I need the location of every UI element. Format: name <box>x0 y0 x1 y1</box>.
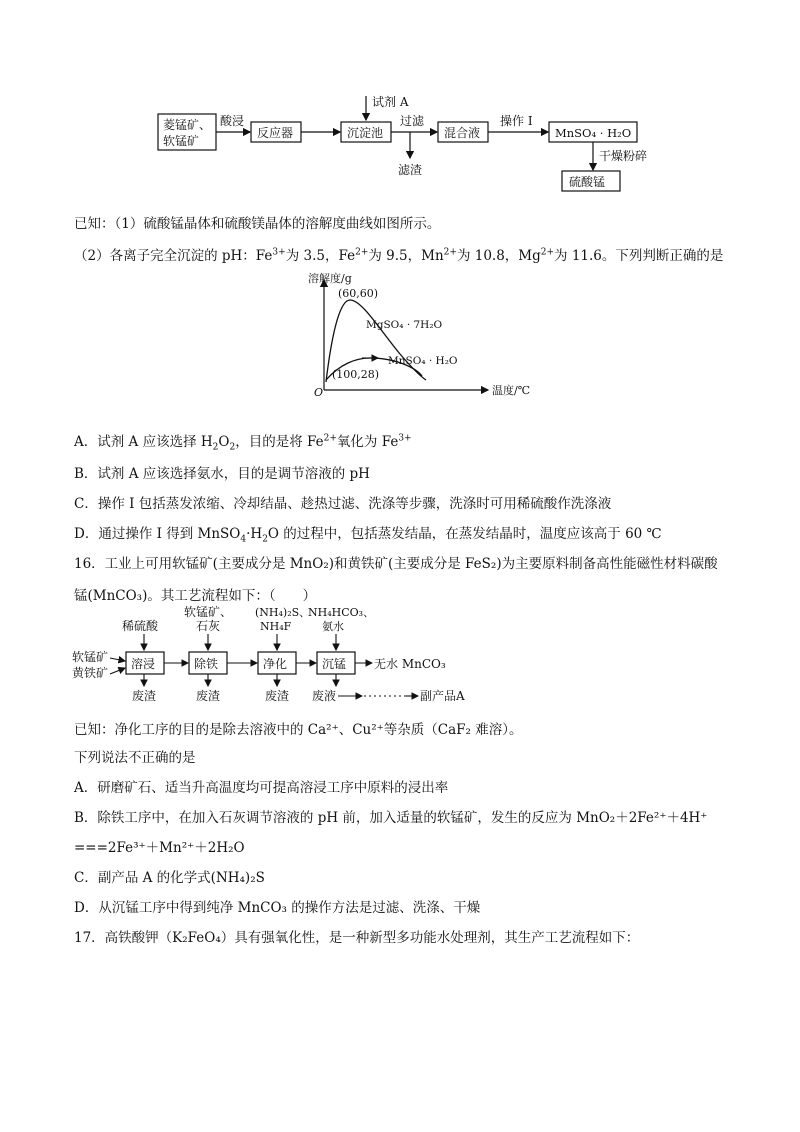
q16-option-a: A．研磨矿石、适当升高温度均可提高溶浸工序中原料的浸出率 <box>74 780 449 796</box>
process-flow-diagram-2 <box>72 604 512 704</box>
product-label: MnSO₄ · H₂O <box>555 126 632 140</box>
known-statement-2: （2）各离子完全沉淀的 pH：$Fe^{3+}$为 3.5，$Fe^{2+}$为 9.5，$Mn^{2+}$为 10.8，$Mg^{2+}$为 11.6。下列判断正确的是 <box>74 247 724 264</box>
known-statement-1: 已知：（1）硫酸锰晶体和硫酸镁晶体的溶解度曲线如图所示。 <box>74 216 441 232</box>
series-label-mnso4: MnSO₄ · H₂O <box>388 355 458 367</box>
raw-material-line1: 菱锰矿、 <box>163 118 212 132</box>
q15-option-d: D．通过操作 I 得到 $MnSO_4\cdot H_2O$ 的过程中，包括蒸发结晶，在蒸发结晶时，温度应该高于 60 ℃ <box>74 526 662 545</box>
peak-label-mgso4: (60,60) <box>338 287 379 300</box>
raw-material-line2: 软锰矿 <box>163 134 200 148</box>
input-ammonia: 氨水 <box>322 620 344 633</box>
step-leach-label: 溶浸 <box>131 657 156 671</box>
input-nh4hco3: NH₄HCO₃、 <box>308 606 375 619</box>
step-purify-label: 净化 <box>263 657 288 671</box>
waste-1: 废渣 <box>132 689 157 703</box>
byproduct-a: 副产品A <box>420 689 465 703</box>
q15-option-b: B．试剂 A 应该选择氨水，目的是调节溶液的 pH <box>74 466 370 482</box>
reagent-a-label: 试剂 A <box>372 95 409 109</box>
input-nh4f: NH₄F <box>260 620 292 633</box>
q16-stem-line2: 锰(MnCO₃)。其工艺流程如下：（ ） <box>74 588 317 604</box>
residue-label: 滤渣 <box>398 163 423 177</box>
reactor-label: 反应器 <box>257 126 294 140</box>
input-pyrolusite-lime-2: 石灰 <box>196 619 221 633</box>
waste-2: 废渣 <box>196 689 221 703</box>
operation-i-label: 操作 I <box>500 114 533 128</box>
raw-pyrite: 黄铁矿 <box>72 666 109 680</box>
dry-crush-label: 干燥粉碎 <box>599 149 648 163</box>
waste-3: 废渣 <box>265 689 290 703</box>
series-label-mgso4: MgSO₄ · 7H₂O <box>366 319 443 331</box>
origin-label: O <box>314 386 324 399</box>
q15-option-a: A．试剂 A 应该选择 $H_2O_2$，目的是将 $Fe^{2+}$氧化为 $Fe^{3+}$ <box>74 433 412 453</box>
q17-stem: 17．高铁酸钾（K₂FeO₄）具有强氧化性，是一种新型多功能水处理剂，其生产工艺流程如下： <box>74 930 640 946</box>
output-mnco3: 无水 MnCO₃ <box>374 657 446 671</box>
solubility-chart <box>300 272 530 402</box>
step-iron-removal-label: 除铁 <box>194 657 219 671</box>
filter-label: 过滤 <box>400 114 425 128</box>
q15-option-c: C．操作 I 包括蒸发浓缩、冷却结晶、趁热过滤、洗涤等步骤，洗涤时可用稀硫酸作洗涤液 <box>74 496 612 512</box>
q16-ask: 下列说法不正确的是 <box>74 750 196 766</box>
waste-liquid: 废液 <box>312 689 337 703</box>
q16-known: 已知：净化工序的目的是除去溶液中的 Ca²⁺、Cu²⁺等杂质（CaF₂ 难溶）。 <box>74 722 523 738</box>
raw-pyrolusite: 软锰矿 <box>72 650 109 664</box>
y-axis-label: 溶解度/g <box>308 272 352 285</box>
settling-pool-label: 沉淀池 <box>347 126 384 140</box>
q16-stem-line1: 16．工业上可用软锰矿(主要成分是 MnO₂)和黄铁矿(主要成分是 FeS₂)为主要原料制备高性能磁性材料碳酸 <box>74 556 718 572</box>
input-nh4-2s: (NH₄)₂S、 <box>255 606 311 619</box>
input-pyrolusite-lime-1: 软锰矿、 <box>184 605 233 619</box>
q16-option-b-line1: B．除铁工序中，在加入石灰调节溶液的 pH 前，加入适量的软锰矿，发生的反应为 MnO₂＋2Fe²⁺＋4H⁺ <box>74 810 708 826</box>
step-precipitate-mn-label: 沉锰 <box>322 657 347 671</box>
acid-leach-label: 酸浸 <box>220 114 245 128</box>
q16-option-d: D．从沉锰工序中得到纯净 MnCO₃ 的操作方法是过滤、洗涤、干燥 <box>74 900 481 916</box>
process-flow-diagram-1 <box>150 92 670 202</box>
peak-label-mnso4: (100,28) <box>332 368 380 381</box>
mixed-liquid-label: 混合液 <box>444 126 481 140</box>
q16-option-b-line2: ===2Fe³⁺＋Mn²⁺＋2H₂O <box>74 840 245 856</box>
input-dilute-h2so4: 稀硫酸 <box>122 619 159 633</box>
q16-option-c: C．副产品 A 的化学式(NH₄)₂S <box>74 870 265 886</box>
final-product-label: 硫酸锰 <box>569 175 606 189</box>
x-axis-label: 温度/℃ <box>492 384 530 397</box>
